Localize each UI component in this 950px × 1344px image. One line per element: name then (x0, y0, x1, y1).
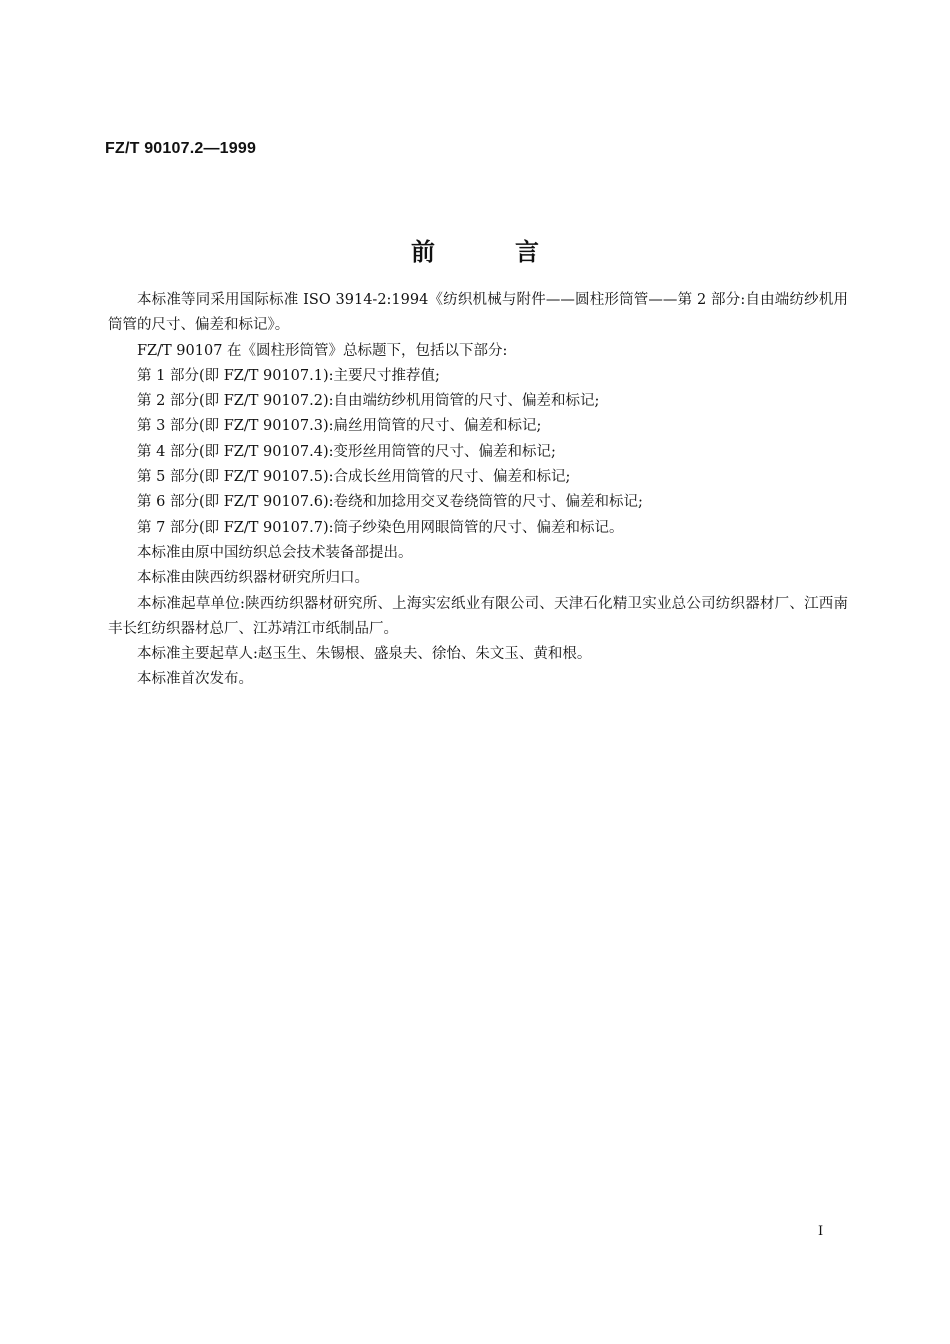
paragraph-part-7: 第 7 部分(即 FZ/T 90107.7):筒子纱染色用网眼筒管的尺寸、偏差和标记。 (137, 519, 624, 536)
paragraph-part-1: 第 1 部分(即 FZ/T 90107.1):主要尺寸推荐值; (137, 367, 440, 384)
paragraph-first-issue: 本标准首次发布。 (137, 671, 253, 688)
title-char-1: 前 (411, 238, 435, 266)
page-number: I (818, 1224, 824, 1239)
paragraph-administrator: 本标准由陕西纺织器材研究所归口。 (137, 570, 369, 587)
foreword-body (108, 288, 848, 693)
paragraph-series-intro: FZ/T 90107 在《圆柱形筒管》总标题下，包括以下部分: (137, 342, 508, 359)
paragraph-part-4: 第 4 部分(即 FZ/T 90107.4):变形丝用筒管的尺寸、偏差和标记; (137, 443, 556, 460)
document-code: FZ/T 90107.2—1999 (105, 140, 257, 157)
paragraph-part-6: 第 6 部分(即 FZ/T 90107.6):卷绕和加捻用交叉卷绕筒管的尺寸、偏差和标记; (137, 494, 643, 511)
title-char-2: 言 (515, 238, 539, 266)
paragraph-part-2: 第 2 部分(即 FZ/T 90107.2):自由端纺纱机用筒管的尺寸、偏差和标记; (137, 393, 600, 410)
page-title (0, 232, 950, 267)
paragraph-drafters: 本标准主要起草人:赵玉生、朱锡根、盛泉夫、徐怡、朱文玉、黄和根。 (137, 646, 592, 663)
paragraph-part-3: 第 3 部分(即 FZ/T 90107.3):扁丝用筒管的尺寸、偏差和标记; (137, 418, 542, 435)
paragraph-part-5: 第 5 部分(即 FZ/T 90107.5):合成长丝用筒管的尺寸、偏差和标记; (137, 469, 571, 486)
paragraph-proposer: 本标准由原中国纺织总会技术装备部提出。 (137, 544, 413, 561)
paragraph-adoption: 本标准等同采用国际标准 ISO 3914-2:1994《纺织机械与附件——圆柱形筒管——第 2 部分:自由端纺纱机用筒管的尺寸、偏差和标记》。 (108, 292, 848, 334)
paragraph-drafting-units: 本标准起草单位:陕西纺织器材研究所、上海实宏纸业有限公司、天津石化精卫实业总公司纺织器材厂、江西南丰长红纺织器材总厂、江苏靖江市纸制品厂。 (108, 595, 848, 637)
